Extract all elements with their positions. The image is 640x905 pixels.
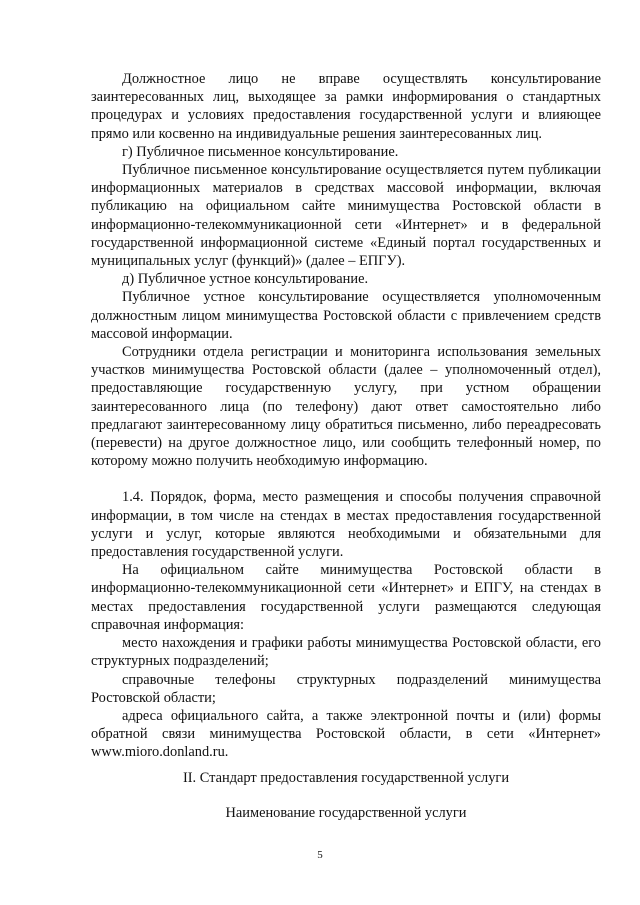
paragraph-website-email: адреса официального сайта, а также электронной почты и (или) формы обратной связи минимущества Ростовской области, в сети «Интернет» www.mioro.donland.ru. [91,707,601,761]
section-heading: II. Стандарт предоставления государственной услуги [182,770,510,786]
paragraph-item-g: г) Публичное письменное консультирование. [122,143,399,160]
paragraph-location-schedule: место нахождения и графики работы минимущества Ростовской области, его структурных подразделений; [91,635,601,670]
body-text [91,70,601,762]
subheading: Наименование государственной услуги [225,805,467,821]
paragraph-written-consultation: Публичное письменное консультирование осуществляется путем публикации информационных материалов в средствах массовой информации, включая публикацию на официальном сайте минимущества Ростовской области в информационно-телекоммуникационной сети «Интернет» и в федеральной государственной информационной системе «Единый портал государственных и муниципальных услуг (функций)» (далее – ЕПГУ). [91,162,601,270]
paragraph-item-d: д) Публичное устное консультирование. [122,271,369,288]
paragraph-phones: справочные телефоны структурных подразделений минимущества Ростовской области; [91,671,601,706]
paragraph-consultation-limits: Должностное лицо не вправе осуществлять консультирование заинтересованных лиц, выходящее за рамки информирования о стандартных процедурах и условиях предоставления государственной услуги и влияющее прямо или косвенно на индивидуальные решения заинтересованных лиц. [91,71,601,142]
paragraph-info-placement: На официальном сайте минимущества Ростовской области в информационно-телекоммуникационной сети «Интернет» и ЕПГУ, на стендах в местах предоставления государственной услуги размещаются следующая справочная информация: [91,562,601,633]
page-number: 5 [317,849,323,861]
paragraph-section-1-4: 1.4. Порядок, форма, место размещения и способы получения справочной информации, в том числе на стендах в местах предоставления государственной услуги и услуг, которые являются необходимыми и обязательными для предоставления государственной услуги. [91,489,601,561]
paragraph-gap [91,470,601,488]
paragraph-staff-phone: Сотрудники отдела регистрации и мониторинга использования земельных участков минимущества Ростовской области (далее – уполномоченный отдел), предоставляющие государственную услугу, при устном обращении заинтересованного лица (по телефону) дают ответ самостоятельно либо предлагают заинтересованному лицу обратиться письменно, либо переадресовать (перевести) на другое должностное лицо, или сообщить телефонный номер, по которому можно получить необходимую информацию. [91,344,601,470]
paragraph-oral-consultation: Публичное устное консультирование осуществляется уполномоченным должностным лицом минимущества Ростовской области с привлечением средств массовой информации. [91,289,601,342]
